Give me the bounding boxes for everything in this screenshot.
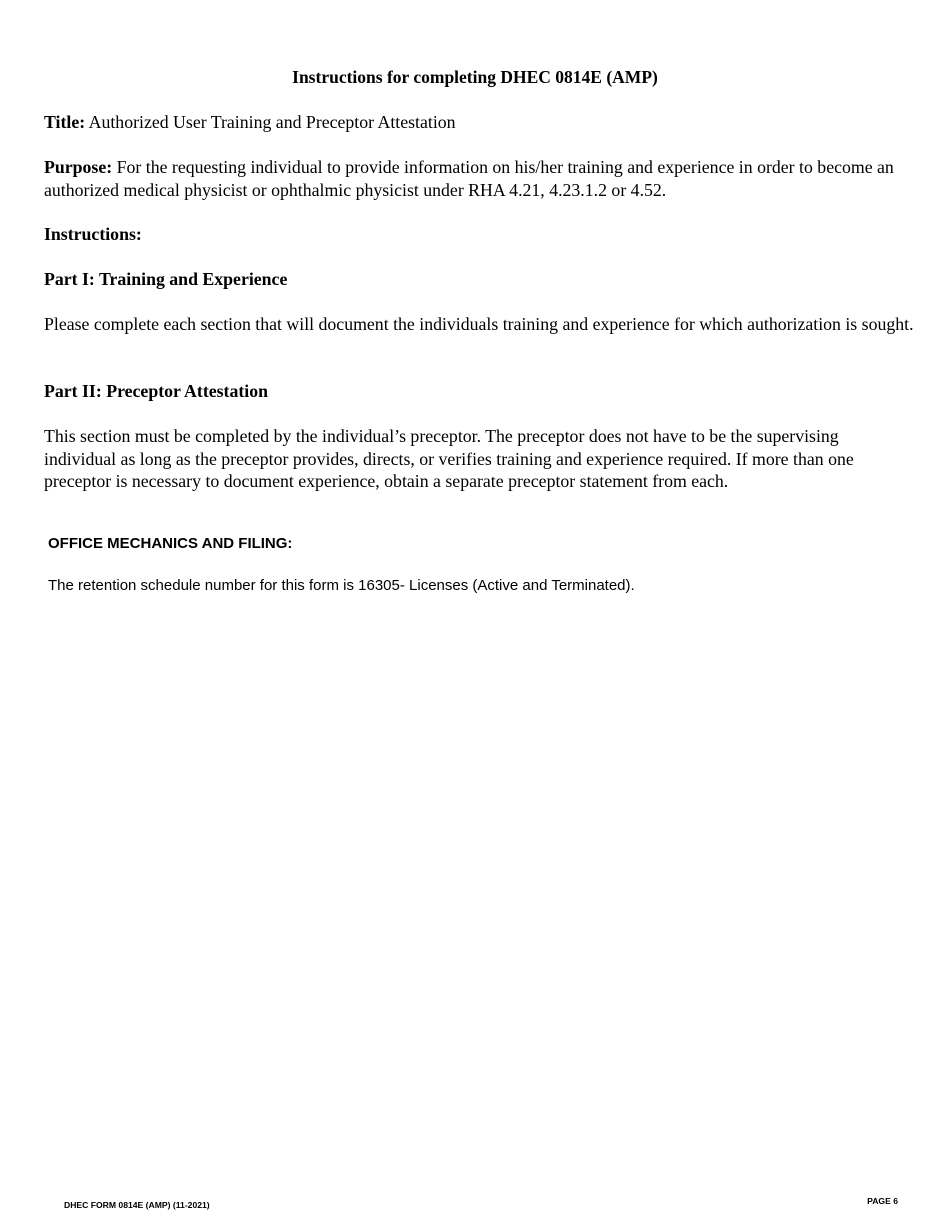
retention-text: The retention schedule number for this form is 16305- Licenses (Active and Terminated). — [48, 577, 635, 594]
part1-heading: Part I: Training and Experience — [44, 269, 288, 289]
form-title-label: Title: — [44, 112, 86, 132]
page-title: Instructions for completing DHEC 0814E (AMP) — [292, 67, 658, 87]
footer-form-id: DHEC FORM 0814E (AMP) (11-2021) — [64, 1200, 210, 1210]
form-title-value: Authorized User Training and Preceptor Attestation — [88, 112, 456, 132]
part1-text: Please complete each section that will document the individuals training and experience for which authorization is sought. — [44, 314, 914, 334]
purpose-text: For the requesting individual to provide information on his/her training and experience in order to become an authorized medical physicist or ophthalmic physicist under RHA 4.21, 4.23.1.2 or 4.52. — [44, 157, 894, 200]
office-heading: OFFICE MECHANICS AND FILING: — [48, 535, 293, 552]
purpose-label: Purpose: — [44, 157, 113, 177]
part2-heading: Part II: Preceptor Attestation — [44, 381, 269, 401]
part2-text: This section must be completed by the individual’s preceptor. The preceptor does not have to be the supervising individual as long as the preceptor provides, directs, or verifies training and experience required. If more than one preceptor is necessary to document experience, obtain a separate preceptor statement from each. — [44, 426, 854, 491]
footer-page-number: PAGE 6 — [867, 1196, 898, 1206]
form-title-line — [44, 111, 914, 134]
instructions-heading: Instructions: — [44, 224, 142, 244]
purpose-paragraph — [44, 156, 914, 201]
